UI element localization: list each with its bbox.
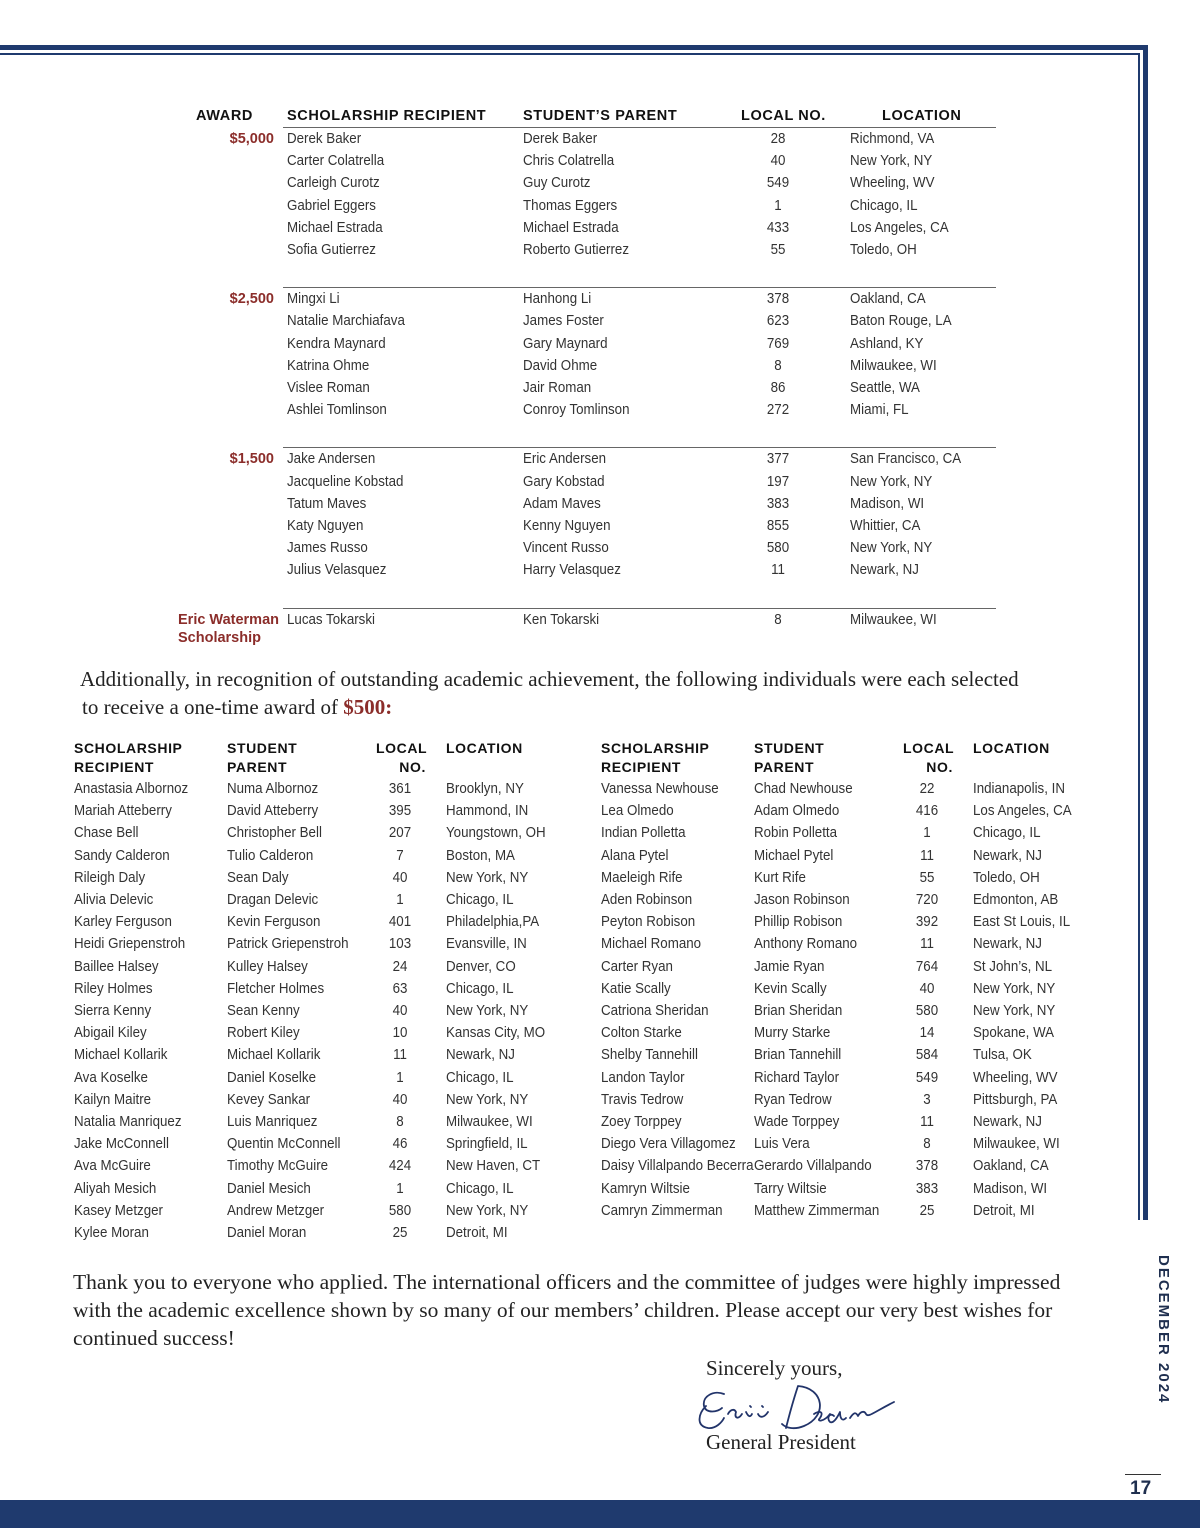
recipient-name: Maeleigh Rife [601,869,683,886]
local-number: 8 [774,611,782,628]
award-label-line: Scholarship [178,629,261,646]
award-amount-label [178,611,302,647]
issue-label [1152,1255,1172,1485]
location: Boston, MA [446,847,515,864]
local-number: 14 [919,1025,935,1042]
location: Newark, NJ [973,847,1042,864]
location: New York, NY [850,473,933,490]
location: Spokane, WA [973,1025,1055,1042]
location: Chicago, IL [850,197,918,214]
location: Baton Rouge, LA [850,313,952,330]
parent-name: Conroy Tomlinson [523,402,630,419]
parent-name: Timothy McGuire [227,1158,329,1175]
parent-name: Daniel Koselke [227,1069,316,1086]
issue-label-text: DECEMBER 2024 [1155,1255,1172,1405]
bottom-header-parent-name: PARENT [227,759,288,775]
location: San Francisco, CA [850,451,962,468]
bottom-header-parent-name: PARENT [754,759,815,775]
location: New York, NY [446,869,529,886]
recipient-name: Indian Polletta [601,825,686,842]
location: Newark, NJ [973,1114,1042,1130]
bottom-header-recipient-name: RECIPIENT [601,759,682,775]
parent-name: Sean Kenny [227,1003,300,1019]
parent-name: Jair Roman [523,380,592,396]
local-number: 720 [915,892,939,908]
location: New York, NY [446,1202,529,1219]
location: Los Angeles, CA [973,803,1072,820]
parent-name: Quentin McConnell [227,1136,341,1153]
location: New York, NY [446,1091,529,1108]
local-number: 40 [392,1091,408,1108]
parent-name: Anthony Romano [754,936,858,953]
local-number: 1 [396,1180,404,1197]
location: Oakland, CA [850,291,926,308]
parent-name: Gary Kobstad [523,473,605,490]
local-number: 11 [920,847,934,864]
local-number: 392 [915,914,939,931]
local-number: 855 [766,518,790,534]
signatory-title: General President [706,1430,856,1454]
award-amount-label: $1,500 [229,451,274,468]
parent-name: Luis Manriquez [227,1114,318,1130]
frame-right-border [1143,45,1148,1220]
location: Brooklyn, NY [446,781,524,797]
local-number: 377 [766,451,790,468]
parent-name: Michael Kollarik [227,1047,321,1064]
parent-name: Jamie Ryan [754,958,825,975]
location: Seattle, WA [850,380,920,396]
parent-name: Daniel Moran [227,1225,307,1241]
local-number: 40 [392,869,408,886]
bottom-header-local-number: NO. [399,759,426,775]
location: New York, NY [850,153,933,170]
location: New York, NY [850,540,933,557]
location: Newark, NJ [850,562,919,579]
local-number: 1 [396,1069,404,1086]
recipient-name: Lea Olmedo [601,803,674,820]
recipient-name: Tatum Maves [287,495,367,512]
recipient-name: Catriona Sheridan [601,1003,709,1019]
parent-name: Tarry Wiltsie [754,1180,827,1197]
recipient-name: Katie Scally [601,980,671,997]
location: Chicago, IL [446,892,514,908]
header-local: LOCAL NO. [741,108,826,124]
award-amount-label: $2,500 [229,291,274,308]
recipient-name: Travis Tedrow [601,1091,684,1108]
local-number: 378 [915,1158,939,1175]
recipient-name: Abigail Kiley [74,1025,147,1042]
local-number: 10 [392,1025,408,1042]
parent-name: Ken Tokarski [523,611,600,628]
local-number: 549 [915,1069,939,1086]
local-number: 580 [915,1003,939,1019]
location: Kansas City, MO [446,1025,546,1042]
parent-name: Daniel Mesich [227,1180,311,1197]
signature-image [694,1382,914,1434]
parent-name: Phillip Robison [754,914,843,931]
recipient-name: Baillee Halsey [74,958,159,975]
location: Hammond, IN [446,803,529,820]
bottom-header-local-number: LOCAL [903,740,955,756]
location: Toledo, OH [973,869,1040,886]
recipient-name: Kamryn Wiltsie [601,1180,690,1197]
recipient-name: Kylee Moran [74,1225,149,1241]
location: Los Angeles, CA [850,219,949,236]
intro-line-2 [80,693,1019,721]
local-number: 416 [915,803,939,820]
location: New York, NY [446,1003,529,1019]
location: Oakland, CA [973,1158,1049,1175]
bottom-header-recipient-name: SCHOLARSHIP [74,740,183,756]
parent-name: Michael Estrada [523,219,619,236]
parent-name: Gary Maynard [523,335,608,352]
parent-name: Jason Robinson [754,892,850,908]
recipient-name: James Russo [287,540,368,557]
local-number: 24 [392,958,408,975]
location: Evansville, IN [446,936,527,953]
parent-name: Andrew Metzger [227,1202,325,1219]
recipient-name: Jake Andersen [287,451,376,468]
local-number: 55 [770,242,786,258]
local-number: 584 [915,1047,939,1064]
parent-name: Brian Tannehill [754,1047,842,1064]
page-number: 17 [1130,1478,1152,1499]
recipient-name: Kasey Metzger [74,1202,163,1219]
location: Whittier, CA [850,518,921,534]
recipient-name: Ava Koselke [74,1069,148,1086]
location: Detroit, MI [973,1202,1035,1219]
location: Chicago, IL [446,1069,514,1086]
location: Milwaukee, WI [446,1114,533,1130]
location: Detroit, MI [446,1225,508,1241]
local-number: 86 [770,380,786,396]
closing-line-1: Thank you to everyone who applied. The international officers and the committee of judges were highly impressed [73,1270,1061,1294]
local-number: 8 [923,1136,931,1153]
parent-name: Kulley Halsey [227,958,308,975]
local-number: 11 [920,936,934,953]
header-award: AWARD [196,108,253,124]
local-number: 11 [771,562,785,579]
location: Richmond, VA [850,131,935,147]
location: Wheeling, WV [973,1069,1058,1086]
intro-paragraph [80,665,1019,721]
intro-line-1: Additionally, in recognition of outstanding academic achievement, the following individuals were each selected [80,667,1019,691]
parent-name: Robin Polletta [754,825,838,842]
location: Youngstown, OH [446,825,546,842]
recipient-name: Carter Colatrella [287,153,385,170]
local-number: 272 [766,402,790,419]
recipient-name: Vislee Roman [287,380,370,396]
parent-name: Derek Baker [523,131,598,147]
local-number: 11 [393,1047,407,1064]
parent-name: Luis Vera [754,1136,810,1153]
location: Milwaukee, WI [850,611,937,628]
parent-name: Eric Andersen [523,451,607,468]
parent-name: Vincent Russo [523,540,609,557]
local-number: 433 [766,219,790,236]
location: New York, NY [973,1003,1056,1019]
recipient-name: Jake McConnell [74,1136,169,1153]
closing-line-3: continued success! [73,1326,235,1350]
parent-name: James Foster [523,313,604,330]
bottom-header-recipient-name: RECIPIENT [74,759,155,775]
local-number: 40 [392,1003,408,1019]
recipient-name: Natalia Manriquez [74,1114,182,1130]
local-number: 25 [919,1202,935,1219]
location: Pittsburgh, PA [973,1091,1058,1108]
closing-line-2: with the academic excellence shown by so many of our members’ children. Please accept our very best wishes for [73,1298,1053,1322]
parent-name: Roberto Gutierrez [523,242,630,258]
parent-name: Murry Starke [754,1025,831,1042]
recipient-name: Ava McGuire [74,1158,151,1175]
parent-name: Chad Newhouse [754,781,853,797]
location: East St Louis, IL [973,914,1071,931]
parent-name: Richard Taylor [754,1069,840,1086]
local-number: 401 [388,914,412,931]
location: New York, NY [973,980,1056,997]
parent-name: Robert Kiley [227,1025,300,1042]
local-number: 580 [388,1202,412,1219]
local-number: 1 [774,197,782,214]
local-number: 103 [388,936,412,953]
local-number: 361 [388,781,412,797]
bottom-header-local-number: LOCAL [376,740,428,756]
bottom-header-location: LOCATION [973,740,1050,756]
parent-name: David Atteberry [227,803,319,820]
local-number: 25 [392,1225,408,1241]
recipient-name: Landon Taylor [601,1069,685,1086]
recipient-name: Aden Robinson [601,892,693,908]
recipient-name: Sofia Gutierrez [287,242,376,258]
recipient-name: Daisy Villalpando Becerra [601,1158,754,1175]
recipient-name: Riley Holmes [74,980,153,997]
location: Tulsa, OK [973,1047,1032,1064]
local-number: 3 [923,1091,931,1108]
recipient-name: Katy Nguyen [287,518,364,534]
recipient-name: Michael Romano [601,936,702,953]
parent-name: Brian Sheridan [754,1003,843,1019]
location: Indianapolis, IN [973,781,1065,797]
award-label-line: Eric Waterman [178,611,279,628]
parent-name: Dragan Delevic [227,892,319,908]
location: Milwaukee, WI [850,357,937,374]
recipient-name: Camryn Zimmerman [601,1202,723,1219]
location: Springfield, IL [446,1136,528,1153]
location: Ashland, KY [850,335,924,352]
parent-name: Adam Olmedo [754,803,840,820]
recipient-name: Carleigh Curotz [287,175,380,192]
local-number: 28 [770,131,786,147]
location: Chicago, IL [446,1180,514,1197]
local-number: 549 [766,175,790,192]
recipient-name: Katrina Ohme [287,357,370,374]
local-number: 55 [919,869,935,886]
parent-name: Fletcher Holmes [227,980,325,997]
parent-name: Patrick Griepenstroh [227,936,349,953]
bottom-header-parent-name: STUDENT [227,740,298,756]
recipient-name: Ashlei Tomlinson [287,402,387,419]
parent-name: Tulio Calderon [227,847,314,864]
parent-name: Christopher Bell [227,825,322,842]
header-location: LOCATION [882,108,962,124]
frame-right-border-thin [1138,53,1140,1220]
parent-name: Kevin Ferguson [227,914,321,931]
location: Newark, NJ [446,1047,515,1064]
parent-name: Chris Colatrella [523,153,615,170]
location: New Haven, CT [446,1158,541,1175]
parent-name: Kurt Rife [754,869,806,886]
parent-name: Guy Curotz [523,175,591,192]
recipient-name: Diego Vera Villagomez [601,1136,736,1153]
parent-name: Wade Torppey [754,1114,840,1130]
local-number: 22 [919,781,935,797]
footer-bar [0,1500,1200,1528]
recipient-name: Kailyn Maitre [74,1091,152,1108]
recipient-name: Sierra Kenny [74,1003,152,1019]
local-number: 63 [392,980,408,997]
bottom-header-local-number: NO. [926,759,953,775]
location: Milwaukee, WI [973,1136,1060,1153]
parent-name: David Ohme [523,357,598,374]
parent-name: Sean Daly [227,869,289,886]
local-number: 40 [770,153,786,170]
header-recipient: SCHOLARSHIP RECIPIENT [287,108,487,124]
recipient-name: Anastasia Albornoz [74,781,189,797]
location: Newark, NJ [973,936,1042,953]
parent-name: Kenny Nguyen [523,518,611,534]
local-number: 8 [396,1114,404,1130]
recipient-name: Gabriel Eggers [287,197,376,214]
parent-name: Thomas Eggers [523,197,618,214]
recipient-name: Chase Bell [74,825,139,842]
local-number: 1 [923,825,931,842]
recipient-name: Mingxi Li [287,291,340,308]
local-number: 46 [392,1136,408,1153]
parent-name: Kevey Sankar [227,1091,311,1108]
header-parent: STUDENT’S PARENT [523,108,678,124]
local-number: 11 [920,1114,934,1130]
local-number: 40 [919,980,935,997]
recipient-name: Derek Baker [287,131,362,147]
local-number: 207 [388,825,412,842]
recipient-name: Colton Starke [601,1025,682,1042]
recipient-name: Aliyah Mesich [74,1180,157,1197]
recipient-name: Karley Ferguson [74,914,172,931]
recipient-name: Zoey Torppey [601,1114,682,1130]
recipient-name: Carter Ryan [601,958,673,975]
local-number: 580 [766,540,790,557]
local-number: 378 [766,291,790,308]
recipient-name: Rileigh Daly [74,869,146,886]
recipient-name: Alivia Delevic [74,892,154,908]
closing-paragraph [73,1268,1060,1352]
intro-line-2-text: to receive a one-time award of [82,695,338,719]
recipient-name: Lucas Tokarski [287,611,375,628]
local-number: 1 [396,892,404,908]
parent-name: Numa Albornoz [227,781,319,797]
parent-name: Adam Maves [523,495,601,512]
salutation: Sincerely yours, [706,1356,843,1380]
parent-name: Matthew Zimmerman [754,1202,880,1219]
recipient-name: Sandy Calderon [74,847,170,864]
award-amount-label: $5,000 [229,131,274,147]
recipient-name: Shelby Tannehill [601,1047,698,1064]
parent-name: Hanhong Li [523,291,592,308]
location: Denver, CO [446,958,516,975]
recipient-name: Jacqueline Kobstad [287,473,404,490]
location: St John’s, NL [973,958,1053,975]
location: Edmonton, AB [973,892,1059,908]
recipient-name: Michael Estrada [287,219,383,236]
bottom-header-location: LOCATION [446,740,523,756]
local-number: 764 [915,958,939,975]
local-number: 383 [766,495,790,512]
parent-name: Michael Pytel [754,847,834,864]
recipient-name: Michael Kollarik [74,1047,168,1064]
location: Chicago, IL [973,825,1041,842]
parent-name: Kevin Scally [754,980,827,997]
location: Madison, WI [850,495,925,512]
location: Philadelphia,PA [446,914,540,931]
local-number: 424 [388,1158,412,1175]
parent-name: Harry Velasquez [523,562,621,579]
award-amount: $500: [343,695,393,719]
recipient-name: Natalie Marchiafava [287,313,405,330]
local-number: 623 [766,313,790,330]
location: Toledo, OH [850,242,917,258]
frame-top-border [0,45,1148,50]
local-number: 8 [774,357,782,374]
location: Chicago, IL [446,980,514,997]
location: Miami, FL [850,402,909,419]
parent-name: Gerardo Villalpando [754,1158,872,1175]
recipient-name: Vanessa Newhouse [601,781,719,797]
page-number-rule [1125,1474,1161,1475]
recipient-name: Peyton Robison [601,914,696,931]
frame-top-border-thin [0,53,1140,55]
location: Madison, WI [973,1180,1048,1197]
recipient-name: Julius Velasquez [287,562,387,579]
recipient-name: Mariah Atteberry [74,803,172,820]
recipient-name: Heidi Griepenstroh [74,936,186,953]
local-number: 383 [915,1180,939,1197]
recipient-name: Kendra Maynard [287,335,386,352]
recipient-name: Alana Pytel [601,847,669,864]
parent-name: Ryan Tedrow [754,1091,832,1108]
local-number: 197 [766,473,790,490]
local-number: 769 [766,335,790,352]
local-number: 395 [388,803,412,820]
bottom-header-recipient-name: SCHOLARSHIP [601,740,710,756]
location: Wheeling, WV [850,175,935,192]
local-number: 7 [396,847,404,864]
bottom-header-parent-name: STUDENT [754,740,825,756]
